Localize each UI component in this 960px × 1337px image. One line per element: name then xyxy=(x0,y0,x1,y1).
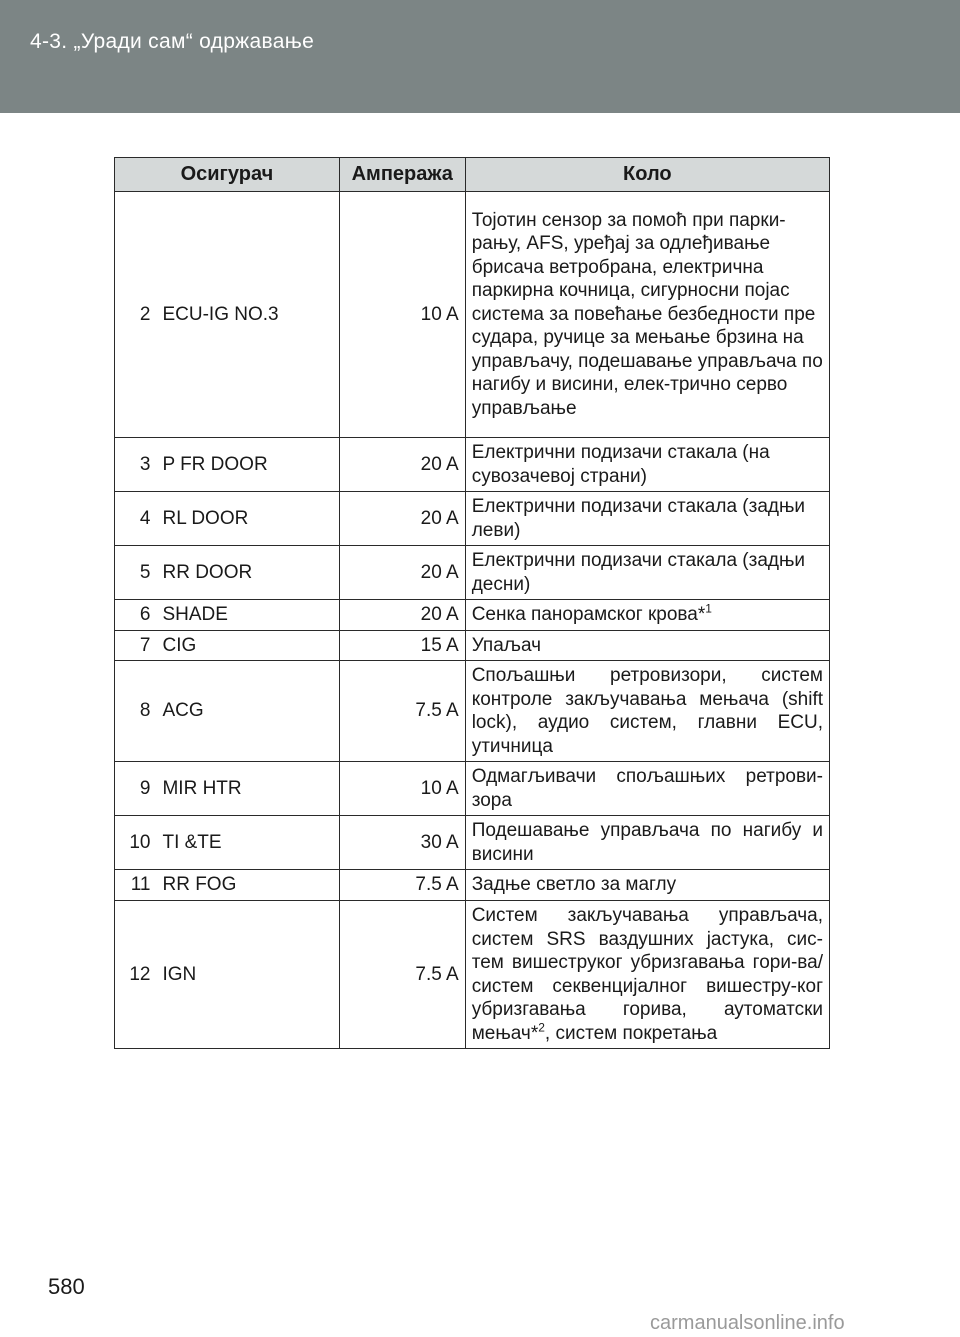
table-row xyxy=(115,546,830,600)
fuse-amperage: 10 A xyxy=(339,192,465,438)
fuse-circuit: Подешавање управљача по нагибу и висини xyxy=(465,816,829,870)
fuse-amperage: 30 A xyxy=(339,816,465,870)
table-row xyxy=(115,816,830,870)
fuse-name: RR DOOR xyxy=(156,546,339,600)
table-row xyxy=(115,870,830,901)
fuse-number: 6 xyxy=(115,600,157,631)
header-band xyxy=(0,0,960,113)
fuse-amperage: 7.5 A xyxy=(339,661,465,762)
fuse-number: 3 xyxy=(115,438,157,492)
fuse-name: RR FOG xyxy=(156,870,339,901)
fuse-circuit: Одмагљивачи спољашњих ретрови-зора xyxy=(465,762,829,816)
fuse-circuit: Електрични подизачи стакала (на сувозачевој страни) xyxy=(465,438,829,492)
fuse-amperage: 20 A xyxy=(339,546,465,600)
footnote-marker: 2 xyxy=(538,1020,545,1035)
fuse-number: 2 xyxy=(115,192,157,438)
fuse-amperage: 7.5 A xyxy=(339,901,465,1049)
table-row xyxy=(115,492,830,546)
fuse-number: 10 xyxy=(115,816,157,870)
fuse-number: 4 xyxy=(115,492,157,546)
fuse-circuit xyxy=(465,901,829,1049)
fuse-amperage: 7.5 A xyxy=(339,870,465,901)
table-row xyxy=(115,192,830,438)
header-amperage: Ампеража xyxy=(339,158,465,192)
fuse-table xyxy=(114,157,830,1049)
fuse-number: 8 xyxy=(115,661,157,762)
fuse-amperage: 20 A xyxy=(339,438,465,492)
table-row xyxy=(115,762,830,816)
fuse-name: IGN xyxy=(156,901,339,1049)
table-row xyxy=(115,438,830,492)
fuse-name: TI &TE xyxy=(156,816,339,870)
fuse-name: RL DOOR xyxy=(156,492,339,546)
fuse-circuit: Електрични подизачи стакала (задњи десни) xyxy=(465,546,829,600)
fuse-circuit xyxy=(465,600,829,631)
fuse-amperage: 20 A xyxy=(339,492,465,546)
fuse-number: 9 xyxy=(115,762,157,816)
watermark: carmanualsonline.info xyxy=(650,1312,845,1334)
table-row xyxy=(115,661,830,762)
circuit-text: Сенка панорамског крова* xyxy=(471,604,706,625)
table-header-row xyxy=(115,158,830,192)
fuse-circuit: Електрични подизачи стакала (задњи леви) xyxy=(465,492,829,546)
header-fuse: Осигурач xyxy=(115,158,340,192)
fuse-circuit: Упаљач xyxy=(465,630,829,661)
fuse-number: 11 xyxy=(115,870,157,901)
fuse-name: MIR HTR xyxy=(156,762,339,816)
footnote-marker: 1 xyxy=(705,601,712,616)
fuse-number: 7 xyxy=(115,630,157,661)
circuit-text: Систем закључавања управљача, систем SRS ваздушних јастука, сис-тем вишеструког убризгавања гори-ва/систем секвенцијалног вишестру-ког убризгавања горива, аутоматски мењач* xyxy=(471,905,823,1044)
fuse-number: 12 xyxy=(115,901,157,1049)
fuse-circuit: Спољашњи ретровизори, систем контроле закључавања мењача (shift lock), аудио систем, главни ECU, утичница xyxy=(465,661,829,762)
fuse-name: CIG xyxy=(156,630,339,661)
page-number: 580 xyxy=(48,1274,85,1299)
table-row xyxy=(115,600,830,631)
fuse-name: ACG xyxy=(156,661,339,762)
header-circuit: Коло xyxy=(465,158,829,192)
fuse-amperage: 10 A xyxy=(339,762,465,816)
fuse-name: P FR DOOR xyxy=(156,438,339,492)
circuit-text-continued: , систем покретања xyxy=(544,1022,718,1044)
fuse-amperage: 15 A xyxy=(339,630,465,661)
fuse-amperage: 20 A xyxy=(339,600,465,631)
table-row xyxy=(115,901,830,1049)
fuse-name: SHADE xyxy=(156,600,339,631)
fuse-circuit: Тојотин сензор за помоћ при парки-рању, AFS, уређај за одлеђивање брисача ветробрана, електрична паркирна кочница, сигурносни појас система за повећање безбедности пре судара, ручице за мењање брзина на управљачу, подешавање управљача по нагибу и висини, елек-трично серво управљање xyxy=(465,192,829,438)
section-title: 4-3. „Уради сам“ одржавање xyxy=(30,30,315,53)
table-row xyxy=(115,630,830,661)
fuse-circuit: Задње светло за маглу xyxy=(465,870,829,901)
fuse-name: ECU-IG NO.3 xyxy=(156,192,339,438)
fuse-number: 5 xyxy=(115,546,157,600)
